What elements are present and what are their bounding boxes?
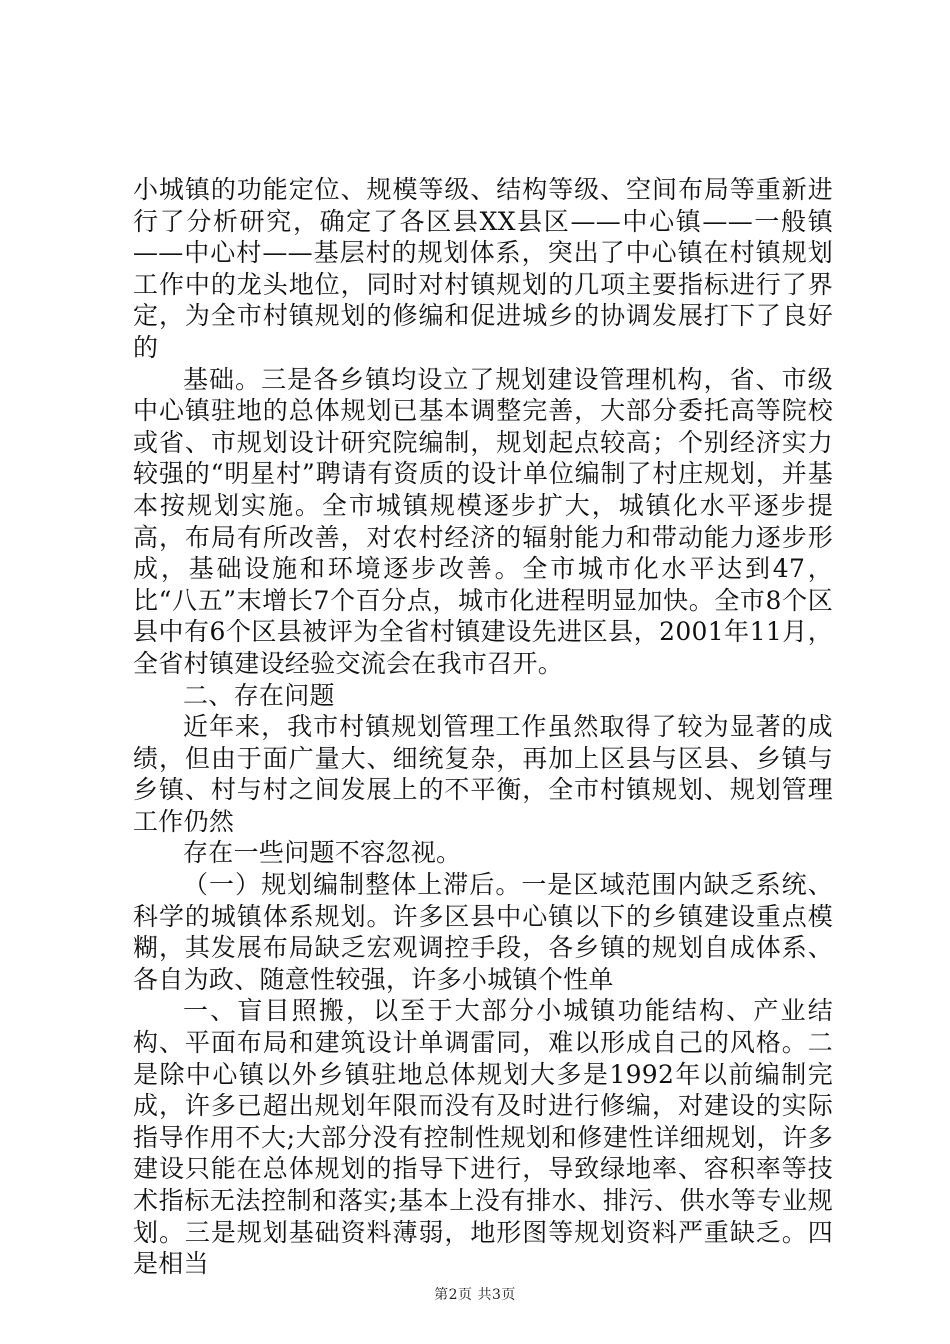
paragraph-6: 一、盲目照搬，以至于大部分小城镇功能结构、产业结构、平面布局和建筑设计单调雷同，难以形成自己的风格。二是除中心镇以外乡镇驻地总体规划大多是1992年以前编制完成，许多已超出规划年限而没有及时进行修编，对建设的实际指导作用不大;大部分没有控制性规划和修建性详细规划，许多建设只能在总体规划的指导下进行，导致绿地率、容积率等技术指标无法控制和落实;基本上没有排水、排污、供水等专业规划。三是规划基础资料薄弱，地形图等规划资料严重缺乏。四是相当 [133,996,833,1279]
page-footer [0,1284,950,1304]
page-number: 第2页 共3页 [434,1287,516,1303]
paragraph-4: 存在一些问题不容忽视。 [183,838,462,868]
paragraph-5: （一）规划编制整体上滞后。一是区域范围内缺乏系统、科学的城镇体系规划。许多区县中心镇以下的乡镇建设重点模糊，其发展布局缺乏宏观调控手段，各乡镇的规划自成体系、各自为政、随意性较强，许多小城镇个性单 [133,870,833,994]
paragraph-1: 小城镇的功能定位、规模等级、结构等级、空间布局等重新进行了分析研究，确定了各区县XX县区——中心镇——一般镇——中心村——基层村的规划体系，突出了中心镇在村镇规划工作中的龙头地位，同时对村镇规划的几项主要指标进行了界定，为全市村镇规划的修编和促进城乡的协调发展打下了良好的 [133,175,833,362]
paragraph-3: 近年来，我市村镇规划管理工作虽然取得了较为显著的成绩，但由于面广量大、细统复杂，再加上区县与区县、乡镇与乡镇、村与村之间发展上的不平衡，全市村镇规划、规划管理工作仍然 [133,712,833,836]
document-body [133,174,833,1280]
section-heading: 二、存在问题 [183,680,335,710]
paragraph-2: 基础。三是各乡镇均设立了规划建设管理机构，省、市级中心镇驻地的总体规划已基本调整完善，大部分委托高等院校或省、市规划设计研究院编制，规划起点较高；个别经济实力较强的“明星村”聘请有资质的设计单位编制了村庄规划，并基本按规划实施。全市城镇规模逐步扩大，城镇化水平逐步提高，布局有所改善，对农村经济的辐射能力和带动能力逐步形成，基础设施和环境逐步改善。全市城市化水平达到47，比“八五”末增长7个百分点，城市化进程明显加快。全市8个区县中有6个区县被评为全省村镇建设先进区县，2001年11月，全省村镇建设经验交流会在我市召开。 [133,364,833,678]
